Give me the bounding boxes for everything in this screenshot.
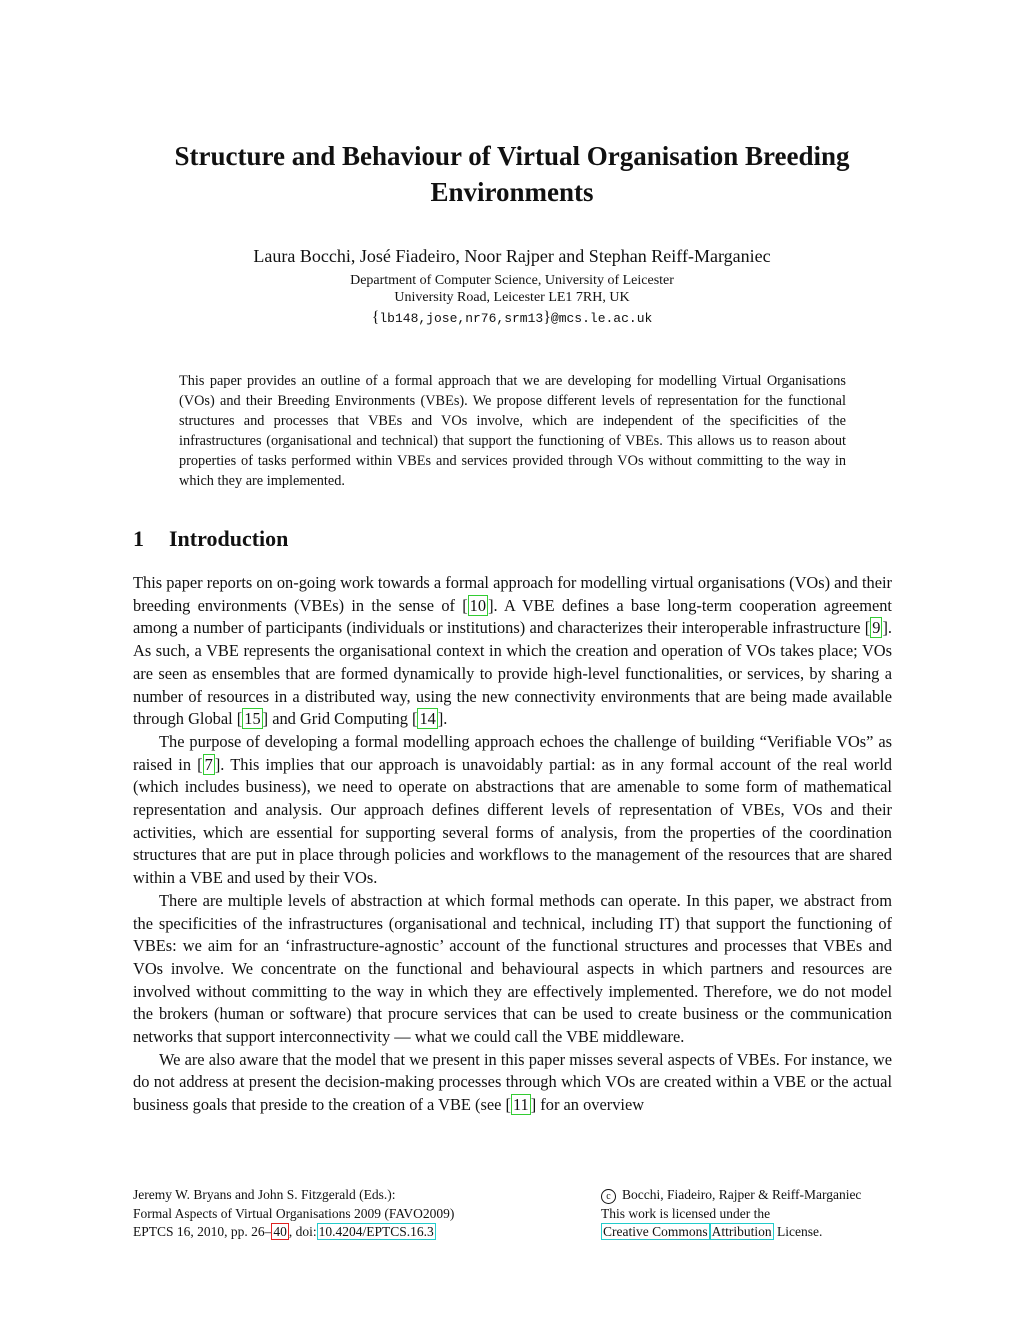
abstract: This paper provides an outline of a formal approach that we are developing for modelling Virtual Organisations (VOs) and their Breeding Environments (VBEs). We propose different levels of representation for the functional structures and processes that VBEs and VOs involve, which are independent of the specificities of the infrastructures (organisational and technical) that support the functioning of VBEs. This allows us to reason about properties of tasks performed within VBEs and services provided through VOs without committing to the way in which they are implemented. xyxy=(179,373,846,489)
citation-link[interactable]: 11 xyxy=(512,1095,529,1115)
attribution-link[interactable]: Attribution xyxy=(711,1224,772,1239)
text-span: EPTCS 16, 2010, pp. 26– xyxy=(133,1224,272,1239)
text-span: , doi: xyxy=(288,1224,317,1239)
text-span: ]. As such, a VBE represents the organisational context in which the creation and operation of VOs takes place; VOs are seen as ensembles that are formed dynamically to provide high-level functionalities, or services, by sharing a number of resources in a distributed way, using the new connectivity environments that are being made available through Global [ xyxy=(133,618,892,729)
text-span: We are also aware that the model that we present in this paper misses several aspects of VBEs. For instance, we do not address at present the decision-making processes through which VOs are created within a VBE or the actual business goals that preside to the creation of a VBE (see [ xyxy=(133,1049,892,1115)
citation-link[interactable]: 10 xyxy=(469,595,487,615)
citation-link[interactable]: 15 xyxy=(244,709,261,729)
paragraph-4 xyxy=(133,1049,892,1117)
email-brace-open: { xyxy=(371,309,380,326)
text-span: This paper reports on on-going work towards a formal approach for modelling virtual organisations (VOs) and their breeding environments (VBEs) in the sense of [ xyxy=(133,573,892,615)
text-span: ]. A VBE defines a base long-term cooperation agreement among a number of participants (individuals or institutions) and characterizes their interoperable infrastructure [ xyxy=(133,595,892,638)
section-heading xyxy=(133,524,288,554)
license-intro: This work is licensed under the xyxy=(601,1205,771,1221)
text-span: License. xyxy=(773,1224,823,1239)
creative-commons-link[interactable]: Creative Commons xyxy=(603,1224,708,1239)
citation-link[interactable]: 7 xyxy=(204,754,213,774)
text-span: The purpose of developing a formal modelling approach echoes the challenge of building “Verifiable VOs” as raised in [ xyxy=(133,731,892,774)
paragraph-2 xyxy=(133,731,892,890)
body-text xyxy=(133,572,892,1117)
paragraph-3: There are multiple levels of abstraction at which formal methods can operate. In this paper, we abstract from the specificities of the infrastructures (organisational and technical, including IT) that support the functioning of VBEs: we aim for an ‘infrastructure-agnostic’ account of the functional structures and processes that VBEs and VOs involve. We concentrate on the functional and behavioural aspects in which partners and resources are involved without committing to the way in which they are effectively implemented. Therefore, we do not model the brokers (human or software) that procure services that can be used to create business or the communication networks that support interconnectivity — what we could call the VBE middleware. xyxy=(133,890,892,1047)
author-list: Laura Bocchi, José Fiadeiro, Noor Rajper and Stephan Reiff-Marganiec xyxy=(253,246,771,266)
section-number: 1 xyxy=(133,526,144,551)
copyright-holders: Bocchi, Fiadeiro, Rajper & Reiff-Marganiec xyxy=(622,1187,862,1202)
author-emails xyxy=(100,309,924,328)
email-domain: @mcs.le.ac.uk xyxy=(550,311,653,326)
doi-link[interactable]: 10.4204/EPTCS.16.3 xyxy=(318,1224,434,1239)
affiliation-department: Department of Computer Science, University of Leicester xyxy=(350,273,674,288)
email-brace-close: } xyxy=(543,309,551,326)
editors-line: Jeremy W. Bryans and John S. Fitzgerald (Eds.): xyxy=(133,1187,396,1202)
license-info xyxy=(601,1186,901,1242)
copyright-line xyxy=(601,1186,901,1205)
license-line xyxy=(601,1223,901,1242)
eptcs-line xyxy=(133,1223,533,1242)
section-title: Introduction xyxy=(169,526,289,551)
text-span: ]. This implies that our approach is unavoidably partial: as in any formal account of the real world (which includes business), we need to operate on abstractions that are amenable to some form of mathematical representation and analysis. Our approach defines different levels of representation of VBEs, VOs and their activities, which are essential for supporting several forms of analysis, from the properties of the coordination structures that are put in place through policies and workflows to the management of the resources that are shared within a VBE and used by their VOs. xyxy=(133,754,893,888)
paragraph-1 xyxy=(133,572,892,731)
affiliation xyxy=(100,272,924,306)
email-ids: lb148,jose,nr76,srm13 xyxy=(379,311,544,326)
citation-link[interactable]: 14 xyxy=(419,709,436,729)
text-span: ] for an overview xyxy=(530,1095,645,1115)
last-page-link[interactable]: 40 xyxy=(273,1224,287,1239)
text-span: ]. xyxy=(437,709,448,729)
publication-info xyxy=(133,1186,533,1242)
citation-link[interactable]: 9 xyxy=(872,618,881,638)
text-span: ] and Grid Computing [ xyxy=(262,709,418,729)
venue-line: Formal Aspects of Virtual Organisations 2009 (FAVO2009) xyxy=(133,1205,455,1221)
affiliation-address: University Road, Leicester LE1 7RH, UK xyxy=(394,290,630,305)
copyright-icon: c xyxy=(601,1189,616,1204)
paper-title: Structure and Behaviour of Virtual Organisation Breeding Environments xyxy=(174,141,850,207)
